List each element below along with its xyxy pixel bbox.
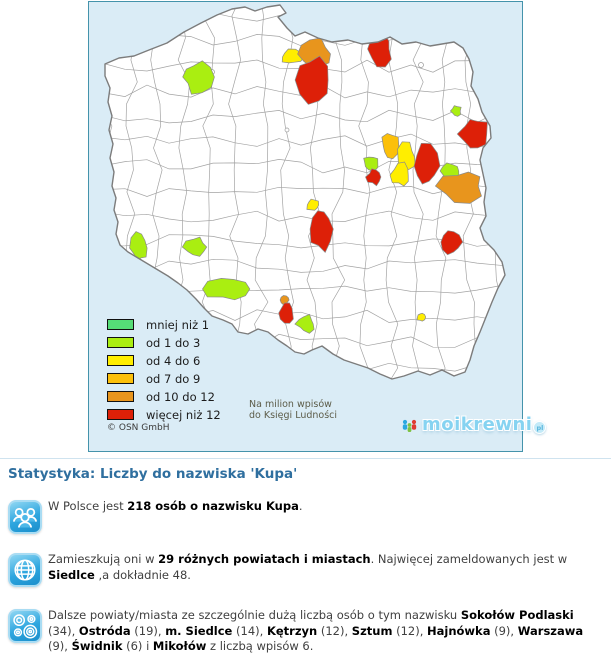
legend-label: mniej niż 1 bbox=[146, 317, 210, 332]
globe-icon bbox=[8, 553, 42, 587]
stat-text: W Polsce jest 218 osób o nazwisku Kupa. bbox=[48, 499, 303, 513]
legend-swatch bbox=[107, 391, 134, 402]
legend-swatch bbox=[107, 319, 134, 330]
legend-swatch bbox=[107, 409, 134, 420]
region-blob bbox=[417, 313, 426, 321]
logo-people-icon bbox=[401, 416, 418, 434]
stat-item-total bbox=[8, 499, 605, 515]
logo-tld-badge: pl bbox=[533, 421, 546, 434]
legend-row bbox=[107, 352, 221, 369]
stat-text: Dalsze powiaty/miasta ze szczególnie dużą liczbą osób o tym nazwisku Sokołów Podlaski (34), Ostróda (19), m. Siedlce (14), Kętrzyn (12), Sztum (12), Hajnówka (9), Warszawa (9), Świdnik (6) i Mikołów z liczbą wpisów 6. bbox=[48, 608, 584, 653]
legend-row bbox=[107, 388, 221, 405]
people-group-icon bbox=[8, 500, 42, 534]
per-million-note: Na milion wpisów do Księgi Ludności bbox=[249, 399, 338, 421]
legend-swatch bbox=[107, 373, 134, 384]
stat-item-top-cities bbox=[8, 608, 605, 655]
logo-wordmark: moikrewni bbox=[422, 414, 533, 435]
region-blob bbox=[203, 278, 250, 299]
legend-row bbox=[107, 334, 221, 351]
legend-label: od 7 do 9 bbox=[146, 371, 201, 386]
legend-swatch bbox=[107, 355, 134, 366]
legend-row bbox=[107, 316, 221, 333]
stat-text: Zamieszkują oni w 29 różnych powiatach i miastach. Najwięcej zameldowanych jest w Siedlce ,a dokładnie 48. bbox=[48, 552, 568, 582]
stats-heading: Statystyka: Liczby do nazwiska 'Kupa' bbox=[8, 466, 298, 482]
map-legend bbox=[107, 316, 221, 424]
legend-row bbox=[107, 406, 221, 423]
map-attribution: © OSN GmbH bbox=[107, 423, 170, 433]
legend-label: od 10 do 12 bbox=[146, 389, 215, 404]
legend-swatch bbox=[107, 337, 134, 348]
section-divider bbox=[0, 458, 611, 459]
legend-label: więcej niż 12 bbox=[146, 407, 221, 422]
legend-label: od 4 do 6 bbox=[146, 353, 201, 368]
surname-distribution-map-panel bbox=[88, 1, 544, 452]
legend-row bbox=[107, 370, 221, 387]
moikrewni-logo[interactable] bbox=[401, 414, 546, 435]
legend-label: od 1 do 3 bbox=[146, 335, 201, 350]
stat-item-districts bbox=[8, 552, 605, 583]
concentric-circles-icon bbox=[8, 609, 42, 643]
